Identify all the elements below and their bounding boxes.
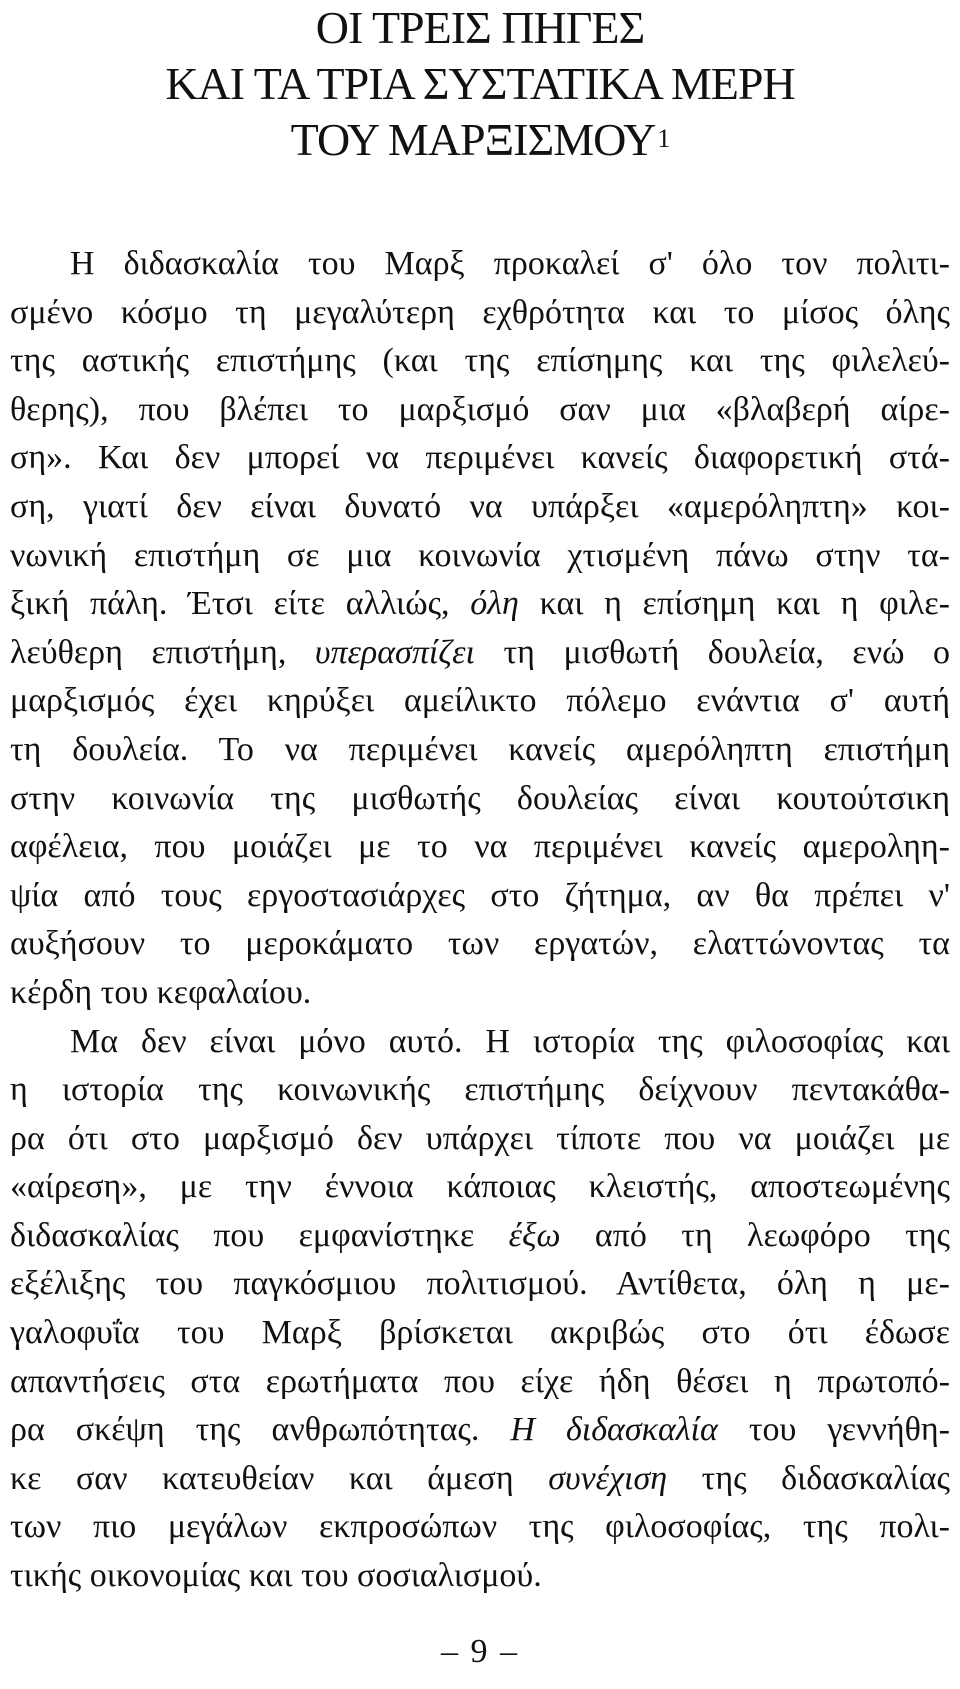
- text-span: ση». Και δεν μπορεί να περιμένει κανείς διαφορετική στά-: [10, 439, 950, 477]
- text-line: [10, 969, 950, 1018]
- text-span: και η επίσημη και η φιλε-: [518, 585, 951, 623]
- text-line: [10, 580, 950, 629]
- title-line-3-text: ΤΟΥ ΜΑΡΞΙΣΜΟΥ: [290, 114, 656, 165]
- text-line: [10, 1163, 950, 1212]
- emphasis-text: έξω: [508, 1216, 561, 1254]
- text-line: [10, 1503, 950, 1552]
- text-line: [10, 337, 950, 386]
- text-line: [10, 1406, 950, 1455]
- text-span: της διδασκαλίας: [667, 1459, 950, 1497]
- text-line: [10, 289, 950, 338]
- title-line-2: ΚΑΙ ΤΑ ΤΡΙΑ ΣΥΣΤΑΤΙΚΑ ΜΕΡΗ: [165, 58, 795, 109]
- text-line: [10, 1358, 950, 1407]
- text-line: [10, 872, 950, 921]
- text-span: «αίρεση», με την έννοια κάποιας κλειστής, αποστεωμένης: [10, 1168, 950, 1206]
- text-span: κέρδη του κεφαλαίου.: [10, 973, 312, 1011]
- text-span: θερης), που βλέπει το μαρξισμό σαν μια «βλαβερή αίρε-: [10, 390, 950, 428]
- text-line: [10, 775, 950, 824]
- text-span: κε σαν κατευθείαν και άμεση: [10, 1459, 549, 1497]
- text-span: αυξήσουν το μεροκάματο των εργατών, ελαττώνοντας τα: [10, 925, 950, 963]
- text-span: του γεννήθη-: [717, 1411, 950, 1449]
- text-span: τικής οικονομίας και του σοσιαλισμού.: [10, 1557, 542, 1595]
- text-line: [10, 1309, 950, 1358]
- page-number: – 9 –: [441, 1633, 519, 1670]
- emphasis-text: Η διδασκαλία: [510, 1411, 718, 1449]
- text-span: ψία από τους εργοστασιάρχες στο ζήτημα, αν θα πρέπει ν': [10, 876, 950, 914]
- text-span: λεύθερη επιστήμη,: [10, 633, 315, 671]
- title-line-3: [0, 112, 960, 175]
- text-span: τη δουλεία. Το να περιμένει κανείς αμερόληπτη επιστήμη: [10, 730, 950, 768]
- text-line: [10, 920, 950, 969]
- text-line: [10, 677, 950, 726]
- text-span: των πιο μεγάλων εκπροσώπων της φιλοσοφίας, της πολι-: [10, 1508, 950, 1546]
- text-span: η ιστορία της κοινωνικής επιστήμης δείχνουν πεντακάθα-: [10, 1071, 950, 1109]
- text-span: μαρξισμός έχει κηρύξει αμείλικτο πόλεμο ενάντια σ' αυτή: [10, 682, 950, 720]
- text-span: γαλοφυΐα του Μαρξ βρίσκεται ακριβώς στο ότι έδωσε: [10, 1314, 950, 1352]
- text-line: [10, 1115, 950, 1164]
- chapter-title: [0, 0, 960, 175]
- footnote-marker: 1: [657, 124, 670, 153]
- emphasis-text: υπερασπίζει: [314, 633, 475, 671]
- emphasis-text: συνέχιση: [548, 1459, 668, 1497]
- text-line: [10, 240, 950, 289]
- title-line-1: ΟΙ ΤΡΕΙΣ ΠΗΓΕΣ: [315, 2, 645, 53]
- text-line: [10, 726, 950, 775]
- text-line: [10, 1260, 950, 1309]
- text-line: [10, 1212, 950, 1261]
- text-line: [10, 823, 950, 872]
- text-line: [10, 483, 950, 532]
- text-line: [10, 1066, 950, 1115]
- emphasis-text: όλη: [470, 585, 519, 623]
- text-span: σμένο κόσμο τη μεγαλύτερη εχθρότητα και το μίσος όλης: [10, 293, 950, 331]
- text-span: στην κοινωνία της μισθωτής δουλείας είναι κουτούτσικη: [10, 779, 950, 817]
- text-line: [10, 1552, 950, 1601]
- text-line: [10, 1455, 950, 1504]
- text-span: ρα ότι στο μαρξισμό δεν υπάρχει τίποτε που να μοιάζει με: [10, 1119, 950, 1157]
- text-span: ση, γιατί δεν είναι δυνατό να υπάρξει «αμερόληπτη» κοι-: [10, 487, 950, 525]
- body-text: [10, 240, 950, 1601]
- text-span: αφέλεια, που μοιάζει με το να περιμένει κανείς αμεροληη-: [10, 828, 950, 866]
- text-span: ξική πάλη. Έτσι είτε αλλιώς,: [10, 585, 471, 623]
- text-span: Η διδασκαλία του Μαρξ προκαλεί σ' όλο τον πολιτι-: [70, 245, 950, 282]
- text-line: [10, 434, 950, 483]
- text-span: νωνική επιστήμη σε μια κοινωνία χτισμένη πάνω στην τα-: [10, 536, 950, 574]
- text-span: από τη λεωφόρο της: [560, 1216, 950, 1254]
- text-span: της αστικής επιστήμης (και της επίσημης και της φιλελεύ-: [10, 342, 950, 380]
- text-line: [10, 532, 950, 581]
- text-span: εξέλιξης του παγκόσμιου πολιτισμού. Αντίθετα, όλη η με-: [10, 1265, 950, 1303]
- text-span: απαντήσεις στα ερωτήματα που είχε ήδη θέσει η πρωτοπό-: [10, 1362, 950, 1400]
- text-line: [10, 386, 950, 435]
- text-span: Μα δεν είναι μόνο αυτό. Η ιστορία της φιλοσοφίας και: [70, 1022, 950, 1060]
- text-span: διδασκαλίας που εμφανίστηκε: [10, 1216, 509, 1254]
- text-line: [10, 1018, 950, 1067]
- text-line: [10, 629, 950, 678]
- text-span: ρα σκέψη της ανθρωπότητας.: [10, 1411, 511, 1449]
- text-span: τη μισθωτή δουλεία, ενώ ο: [474, 633, 950, 671]
